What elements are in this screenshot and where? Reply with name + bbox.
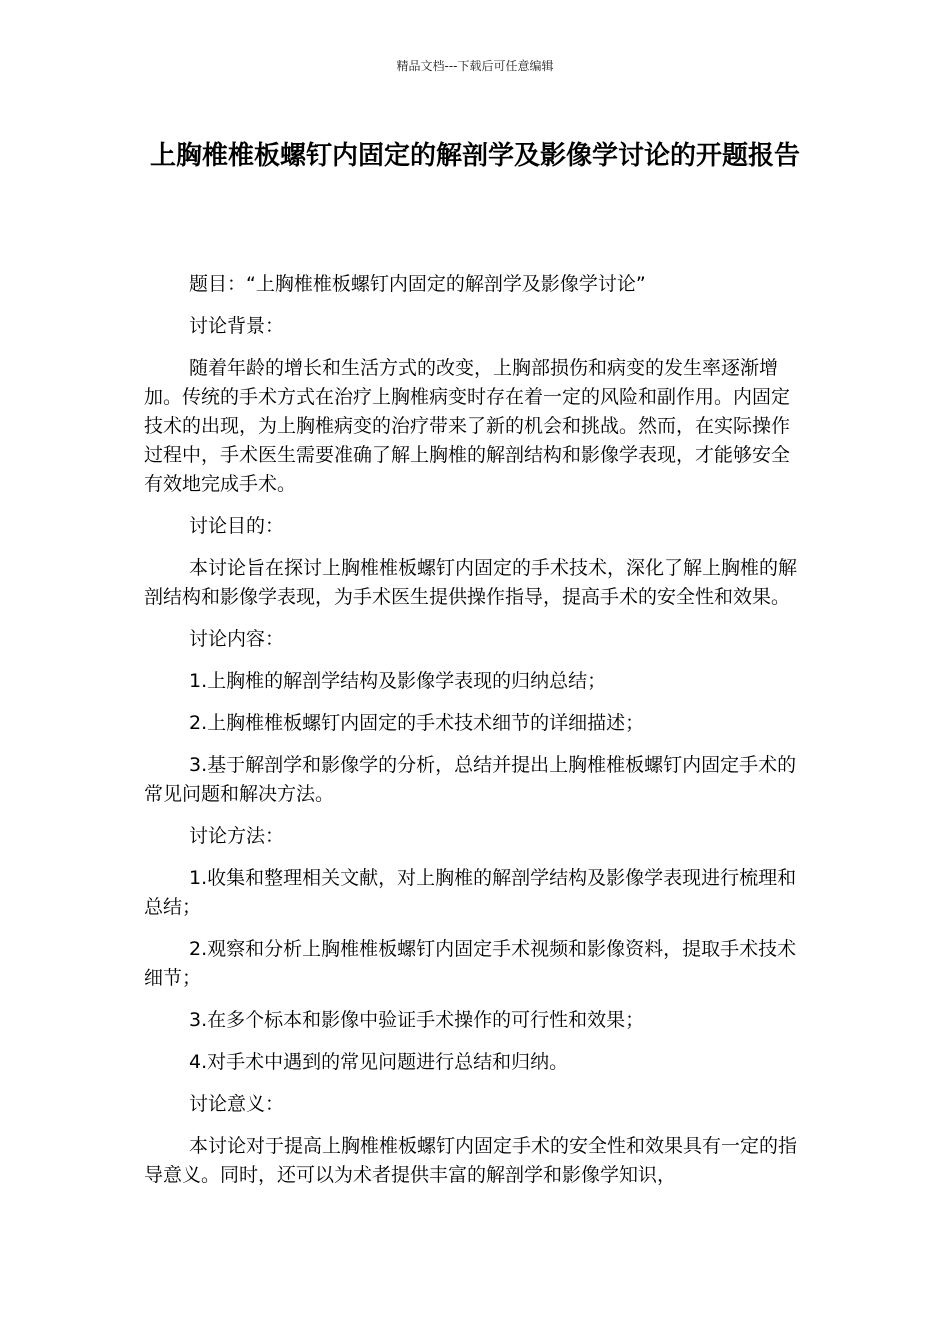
header-note: 精品文档---下载后可任意编辑 xyxy=(396,59,554,73)
heading-method: 讨论方法： xyxy=(189,825,285,847)
heading-content: 讨论内容： xyxy=(189,628,285,650)
list-item-method-3: 3.在多个标本和影像中验证手术操作的可行性和效果； xyxy=(189,1009,645,1031)
list-item-content-2: 2.上胸椎椎板螺钉内固定的手术技术细节的详细描述； xyxy=(189,712,645,734)
paragraph-topic: 题目：“上胸椎椎板螺钉内固定的解剖学及影像学讨论” xyxy=(189,273,646,295)
list-item-method-2: 2.观察和分析上胸椎椎板螺钉内固定手术视频和影像资料，提取手术技术细节； xyxy=(144,938,797,989)
heading-purpose: 讨论目的： xyxy=(189,515,285,537)
document-title: 上胸椎椎板螺钉内固定的解剖学及影像学讨论的开题报告 xyxy=(149,141,800,171)
paragraph-significance: 本讨论对于提高上胸椎椎板螺钉内固定手术的安全性和效果具有一定的指导意义。同时，还可以为术者提供丰富的解剖学和影像学知识， xyxy=(144,1135,798,1186)
list-item-method-1: 1.收集和整理相关文献，对上胸椎的解剖学结构及影像学表现进行梳理和总结； xyxy=(144,867,797,918)
list-item-method-4: 4.对手术中遇到的常见问题进行总结和归纳。 xyxy=(189,1051,569,1073)
heading-background: 讨论背景： xyxy=(189,315,285,337)
paragraph-background: 随着年龄的增长和生活方式的改变，上胸部损伤和病变的发生率逐渐增加。传统的手术方式在治疗上胸椎病变时存在着一定的风险和副作用。内固定技术的出现，为上胸椎病变的治疗带来了新的机会和挑战。然而，在实际操作过程中，手术医生需要准确了解上胸椎的解剖结构和影像学表现，才能够安全有效地完成手术。 xyxy=(144,357,791,495)
list-item-content-1: 1.上胸椎的解剖学结构及影像学表现的归纳总结； xyxy=(189,670,607,692)
list-item-content-3: 3.基于解剖学和影像学的分析，总结并提出上胸椎椎板螺钉内固定手术的常见问题和解决方法。 xyxy=(144,754,797,805)
document-body xyxy=(144,270,800,1203)
paragraph-purpose: 本讨论旨在探讨上胸椎椎板螺钉内固定的手术技术，深化了解上胸椎的解剖结构和影像学表现，为手术医生提供操作指导，提高手术的安全性和效果。 xyxy=(144,557,798,608)
heading-significance: 讨论意义： xyxy=(189,1093,285,1115)
